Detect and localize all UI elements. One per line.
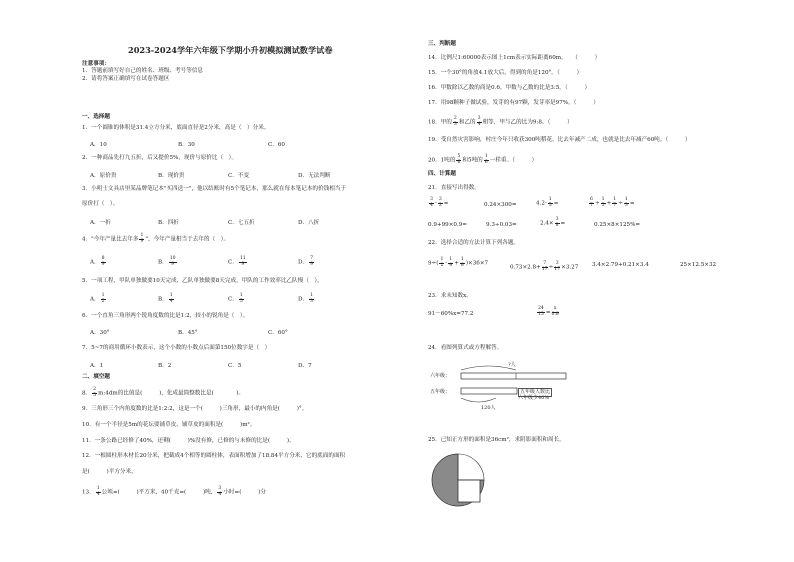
q21-item-6: 9.3÷0.03= <box>486 222 517 228</box>
q24-label-five: 五年级： <box>430 389 451 395</box>
question-2: 2．一种商品先打九五折，后又提价5%，现价与原价比（ ）。 <box>82 155 238 161</box>
q6-option-a: A．30° <box>90 330 110 336</box>
question-7: 7．5~7的商用循环小数表示，这个小数的小数点后面第150位数字是（ ） <box>82 345 271 351</box>
question-12-cont: 是( )平方分米。 <box>82 469 137 475</box>
section-judge: 三、判断题 <box>428 41 456 47</box>
q24-label-unknown: ?人 <box>508 362 516 368</box>
question-17: 17．用98颗种子做试验，发芽的有97颗，发芽率是97%。（ ） <box>428 100 599 106</box>
q24-diagram <box>428 358 568 412</box>
q7-option-a: A．1 <box>90 363 104 369</box>
question-18: 18．甲的 $\frac{2}{3}$ 和乙的 $\frac{3}{4}$ 相等，甲与乙的比为9:8。（ ） <box>428 116 573 127</box>
question-9: 9．三角形三个内角度数的比是1:2:2，这是一个( )三角形，最小的内角是( )°。 <box>82 406 308 412</box>
q25-arc <box>458 454 484 480</box>
q24-label-six: 六年级： <box>430 373 451 379</box>
exam-title: 2023-2024学年六年级下学期小升初模拟测试数学试卷 <box>128 45 333 55</box>
q2-option-d: D．无法判断 <box>298 173 331 179</box>
q3-option-c: C．七五折 <box>228 220 255 226</box>
section-calc: 四、计算题 <box>428 171 456 177</box>
question-20: 20．1吨的 $\frac{5}{6}$ 和5吨的 $\frac{1}{6}$ 一样重。（ ） <box>428 154 538 165</box>
question-8: 8． $\frac{2}{5}$ m:4dm的比值是( )，化成最简整数比是( )。 <box>82 387 244 398</box>
notes-heading: 注意事项： <box>82 61 110 67</box>
question-16: 16．甲数除以乙数的商是0.6，甲数与乙数的比是3:5。（ ） <box>428 85 591 91</box>
q3-option-b: B．四折 <box>158 220 179 226</box>
question-12: 12．一根圆柱形木材长20分米，把截成4个相等的圆柱体，表面积增加了18.84平方分米，它的底面的面积 <box>82 453 346 459</box>
question-13: 13． $\frac{1}{4}$ 公顷=( )平方米，40千克=( )吨， $\frac{3}{4}$ 小时=( )分 <box>82 486 266 497</box>
q24-brace-bottom <box>461 398 496 402</box>
q7-option-c: C．5 <box>228 363 242 369</box>
question-6: 6．一个直角三角形两个锐角度数的比是1:2，较小的锐角是（ ）。 <box>82 313 249 319</box>
q2-option-a: A．原价贵 <box>90 173 117 179</box>
q21-item-4: $\frac{6}{7}$ ÷ $\frac{1}{3}$ + $\frac{1}{7}$ ÷ $\frac{1}{3}$ = <box>590 197 635 208</box>
q3-option-a: A．一折 <box>90 220 111 226</box>
q24-bar-six <box>461 373 566 379</box>
question-5: 5．一项工程，甲队单独做要10天完成，乙队单独做要8天完成，甲队的工作效率比乙队慢（ ）。 <box>82 278 323 284</box>
section-choice: 一、选择题 <box>82 114 110 120</box>
q2-option-c: C．不变 <box>228 173 250 179</box>
question-4: 4．"今年产量比去年多 $\frac{1}{9}$ "，今年产量相当于去年的（ ）。 <box>82 233 230 244</box>
q1-option-b: B．30 <box>178 142 195 148</box>
q24-note-2: 六年级少40% <box>518 395 550 401</box>
q25-figure <box>430 452 490 512</box>
question-10: 10．有一个半径是5m的花坛要铺草皮，铺草皮的面积是( )m²。 <box>82 422 256 428</box>
q4-option-c: C． $\frac{11}{9}$ <box>228 256 246 267</box>
q2-option-b: B．现价贵 <box>158 173 185 179</box>
q4-option-d: D． $\frac{7}{9}$ <box>298 256 314 267</box>
q5-option-a: A． $\frac{1}{2}$ <box>90 293 105 304</box>
question-3: 3．小明士文具店里某品牌笔记本"买四送一"，他以结账时有5个笔记本，那么就在每本笔记本的价钱相当于 <box>82 186 346 192</box>
section-fill: 二、填空题 <box>82 374 110 380</box>
question-3-cont: 原价打（ ）。 <box>82 201 119 207</box>
q23-equation-1: 91－60%x=77.2 <box>428 311 474 317</box>
q4-option-a: A． $\frac{8}{9}$ <box>90 256 105 267</box>
q22-item-4: 25×12.5×32 <box>680 262 717 268</box>
question-19: 19．受自然灾害影响，村庄今年只收获300吨稻花，比去年减产二成，也就是比去年减产60吨。（ ） <box>428 137 691 143</box>
question-23: 23．求未知数x。 <box>428 293 472 299</box>
q4-option-b: B． $\frac{10}{9}$ <box>158 256 176 267</box>
q24-bar-five <box>461 388 517 394</box>
q5-option-d: D． $\frac{1}{3}$ <box>298 293 314 304</box>
q21-item-5: 0.9+99×0.9= <box>428 222 467 228</box>
question-25: 25．已知正方形的面积是36cm²，求阴影面积和周长。 <box>428 437 565 443</box>
question-14: 14．比例尺1:60000表示图上1cm表示实际距离60m。 （ ） <box>428 55 601 61</box>
q21-item-7: 2.4× $\frac{3}{8}$ = <box>540 217 566 228</box>
q22-item-2: 0.73×2.8+ $\frac{7}{17}$ ÷ $\frac{3}{17}$ ×3.27 <box>510 261 579 272</box>
q21-item-3: 4.2- $\frac{1}{5}$ = <box>536 197 559 208</box>
q6-option-c: C．60° <box>268 330 288 336</box>
q5-option-b: B． $\frac{1}{4}$ <box>158 293 173 304</box>
q22-item-3: 3.4×2.79+0.21×3.4 <box>592 262 649 268</box>
q21-item-8: 0.25×8×125%= <box>594 222 641 228</box>
q5-option-c: C． $\frac{1}{5}$ <box>228 293 243 304</box>
q1-option-c: C．60 <box>268 142 285 148</box>
note-2: 2．请将答案正确填写在试卷答题区 <box>82 76 170 82</box>
q25-square <box>458 480 480 502</box>
question-15: 15．一个30°的角放4.1放大后，得到的角是120°。（ ） <box>428 70 583 76</box>
q23-equation-2: $\frac{24}{15}$ = $\frac{x}{0.8}$ <box>538 306 559 317</box>
note-1: 1．答题前填写好自己的姓名、班级、考号等信息 <box>82 68 204 74</box>
q21-item-1: $\frac{3}{4}$ - $\frac{3}{2}$ = <box>430 197 449 208</box>
question-24: 24．看图列算式或方程解答。 <box>428 345 503 351</box>
q1-option-a: A．10 <box>90 142 107 148</box>
question-21: 21．直接写出得数。 <box>428 185 480 191</box>
question-11: 11．一条公路已经修了40%，还剩( )%没有修，已修的与未修的比是( )。 <box>82 438 295 444</box>
q21-item-2: 0.24×300= <box>484 202 517 208</box>
question-1: 1．一个圆锥的体积是31.4立方分米，底面直径是2分米，高是（ ）分米。 <box>82 125 270 131</box>
q22-item-1: 9÷( $\frac{1}{2}$ - $\frac{1}{4}$ + $\frac{1}{8}$ )×36×7 <box>428 257 489 268</box>
q7-option-d: D．7 <box>298 363 312 369</box>
q6-option-b: B．45° <box>178 330 198 336</box>
q7-option-b: B．2 <box>158 363 172 369</box>
q24-note: 五年级人数比 <box>520 389 551 395</box>
q3-option-d: D．八折 <box>298 220 320 226</box>
question-22: 22．选择合适的方法计算下列各题。 <box>428 240 520 246</box>
q24-label-120: 120人 <box>481 405 496 411</box>
